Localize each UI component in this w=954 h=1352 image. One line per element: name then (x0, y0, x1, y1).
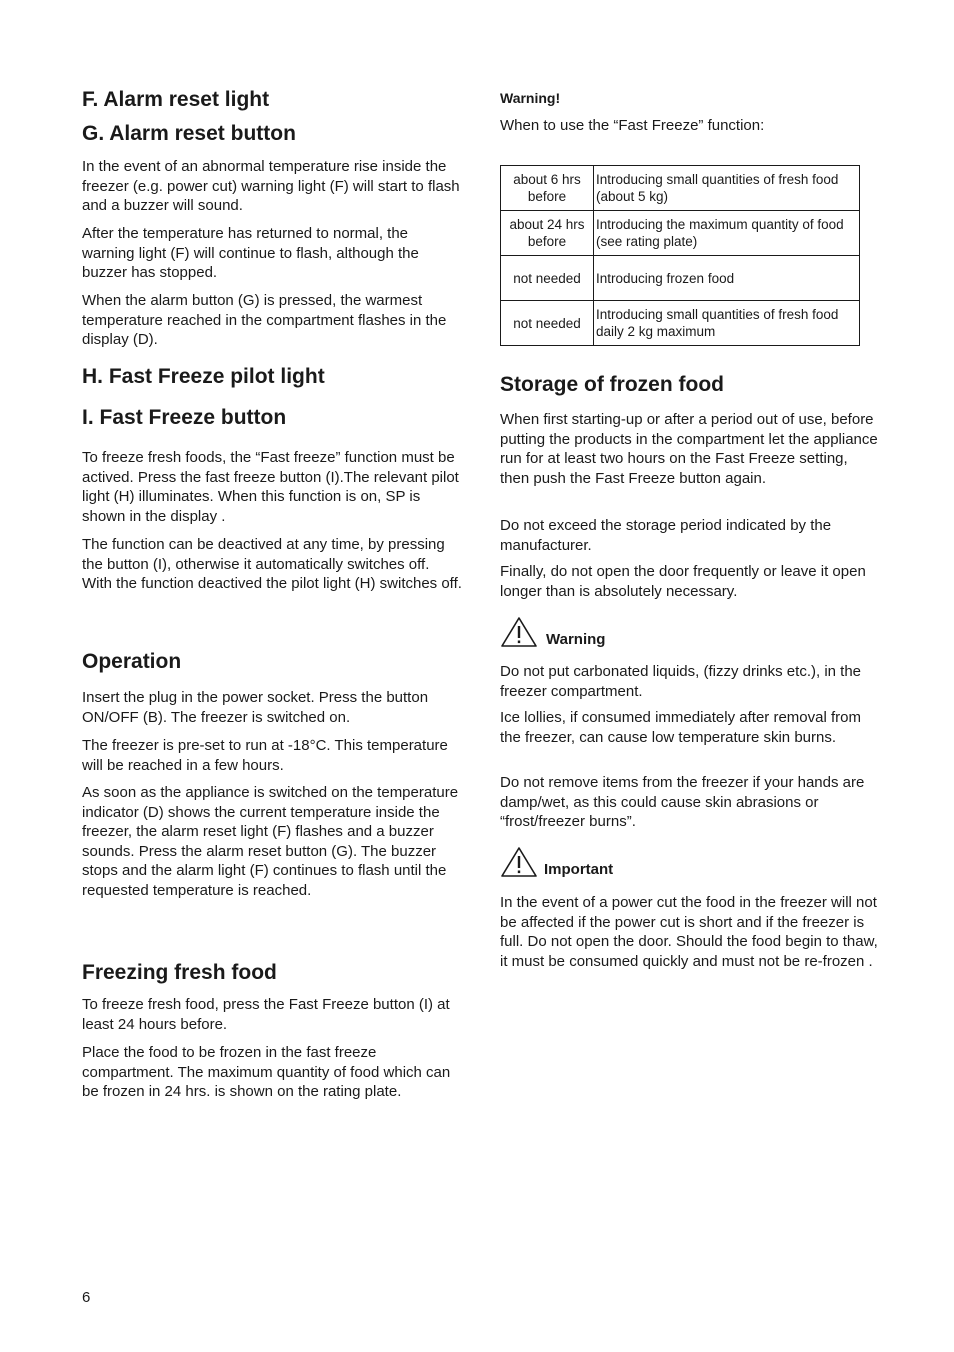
paragraph-operation-1: Insert the plug in the power socket. Press the button ON/OFF (B). The freezer is switched on. (82, 689, 429, 726)
table-cell-description: Introducing the maximum quantity of food (see rating plate) (594, 211, 860, 256)
warning-notice (500, 616, 605, 648)
heading-freezing-fresh-food: Freezing fresh food (82, 961, 277, 984)
paragraph-warning-2: Ice lollies, if consumed immediately after removal from the freezer, can cause low temperature skin burns. (500, 709, 861, 746)
fast-freeze-table (500, 165, 860, 346)
paragraph-alarm-2: After the temperature has returned to normal, the warning light (F) will continue to flash, although the buzzer has stopped. (82, 225, 419, 281)
table-row (501, 256, 860, 301)
paragraph-alarm-3: When the alarm button (G) is pressed, the warmest temperature reached in the compartment flashes in the display (D). (82, 292, 447, 348)
table-cell-when: about 6 hrs before (501, 166, 594, 211)
paragraph-operation-2: The freezer is pre-set to run at -18°C. This temperature will be reached in a few hours. (82, 737, 448, 774)
table-cell-description: Introducing small quantities of fresh food (about 5 kg) (594, 166, 860, 211)
paragraph-storage-3: Finally, do not open the door frequently or leave it open longer than is absolutely necessary. (500, 563, 866, 600)
warning-label: Warning! (500, 90, 561, 106)
paragraph-storage-2: Do not exceed the storage period indicated by the manufacturer. (500, 517, 832, 554)
paragraph-important: In the event of a power cut the food in the freezer will not be affected if the power cut is short and if the freezer is full. Do not open the door. Should the food begin to thaw, it must be consumed quickly and must not be re-frozen . (500, 894, 878, 970)
paragraph-freezing-1: To freeze fresh food, press the Fast Freeze button (I) at least 24 hours before. (82, 996, 450, 1033)
heading-alarm-reset-button: G. Alarm reset button (82, 122, 296, 145)
table-cell-when: about 24 hrs before (501, 211, 594, 256)
heading-storage-frozen-food: Storage of frozen food (500, 373, 724, 396)
table-cell-when: not needed (501, 256, 594, 301)
paragraph-operation-3: As soon as the appliance is switched on the temperature indicator (D) shows the current temperature inside the freezer, the alarm reset light (F) flashes and a buzzer sounds. Press the alarm reset button (G). The buzzer stops and the alarm light (F) continues to flash until the requested temperature is reached. (82, 784, 459, 899)
heading-alarm-reset-light: F. Alarm reset light (82, 88, 270, 111)
heading-operation: Operation (82, 650, 182, 673)
table-row (501, 301, 860, 346)
paragraph-warning-1: Do not put carbonated liquids, (fizzy drinks etc.), in the freezer compartment. (500, 663, 862, 700)
paragraph-fast-freeze-1: To freeze fresh foods, the “Fast freeze” function must be actived. Press the fast freeze button (I).The relevant pilot light (H) illuminates. When this function is on, SP is shown in the display . (82, 449, 459, 525)
page-number: 6 (82, 1289, 91, 1306)
table-row (501, 211, 860, 256)
warning-intro: When to use the “Fast Freeze” function: (500, 117, 765, 134)
paragraph-warning-3: Do not remove items from the freezer if your hands are damp/wet, as this could cause skin abrasions or “frost/freezer burns”. (500, 774, 865, 830)
warning-triangle-icon (500, 616, 538, 648)
paragraph-storage-1: When first starting-up or after a period out of use, before putting the products in the compartment let the appliance run for at least two hours on the Fast Freeze setting, then push the Fast Freeze button again. (500, 411, 878, 487)
warning-triangle-icon (500, 846, 538, 878)
warning-notice-label: Warning (546, 631, 606, 648)
important-notice-label: Important (544, 861, 614, 878)
paragraph-freezing-2: Place the food to be frozen in the fast freeze compartment. The maximum quantity of food which can be frozen in 24 hrs. is shown on the rating plate. (82, 1044, 451, 1100)
paragraph-alarm-1: In the event of an abnormal temperature rise inside the freezer (e.g. power cut) warning light (F) will start to flash and a buzzer will sound. (82, 158, 460, 214)
important-notice (500, 846, 613, 878)
table-cell-description: Introducing small quantities of fresh food daily 2 kg maximum (594, 301, 860, 346)
table-cell-when: not needed (501, 301, 594, 346)
table-row (501, 166, 860, 211)
heading-fast-freeze-pilot-light: H. Fast Freeze pilot light (82, 365, 325, 388)
heading-fast-freeze-button: I. Fast Freeze button (82, 406, 287, 429)
table-cell-description: Introducing frozen food (594, 256, 860, 301)
paragraph-fast-freeze-2: The function can be deactived at any time, by pressing the button (I), otherwise it automatically switches off. With the function deactived the pilot light (H) switches off. (82, 536, 462, 592)
